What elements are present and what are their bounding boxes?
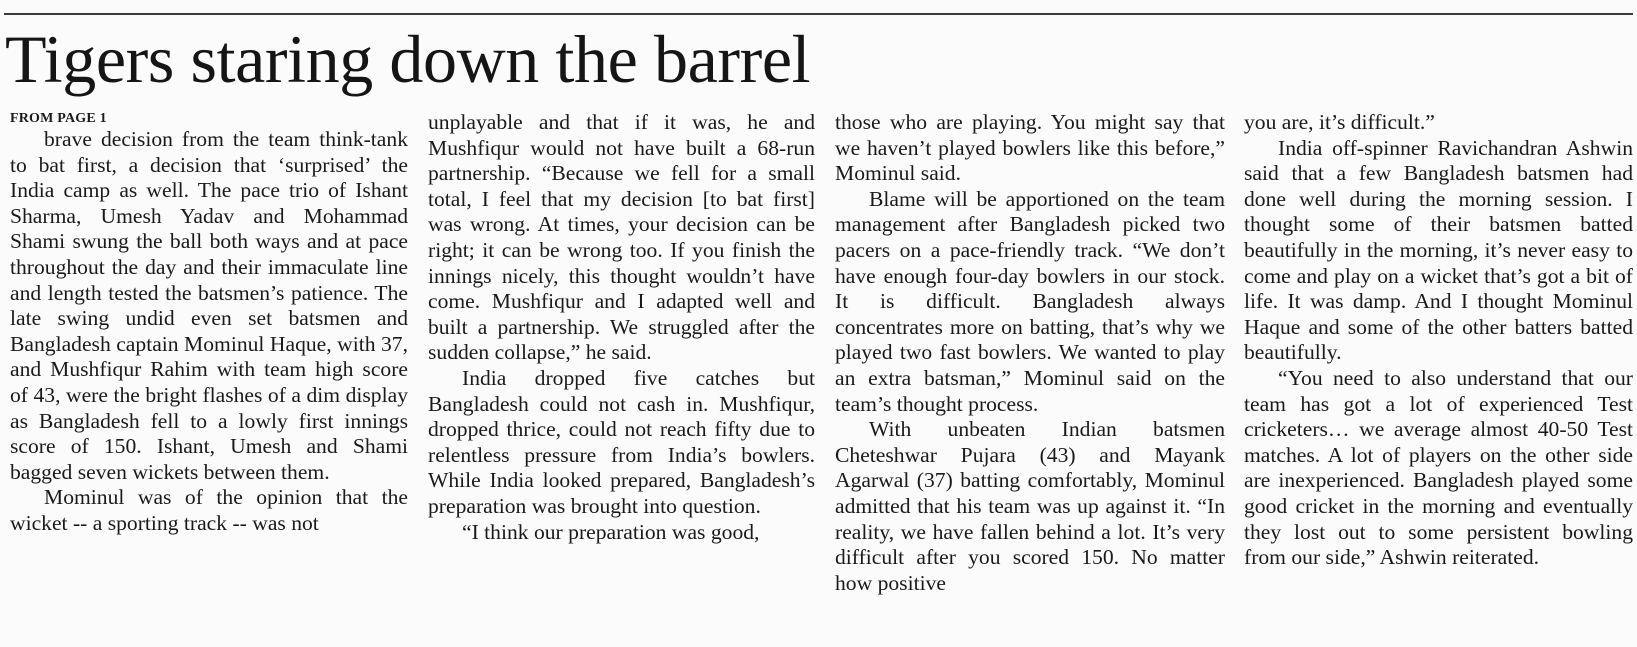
paragraph: India dropped five catches but Bangladesh could not cash in. Mushfiqur, dropped thrice, could not reach fifty due to relentless pressure from India’s bowlers. While India looked prepared, Bangladesh’s preparation was brought into question.	[428, 365, 815, 518]
article-column-4	[1244, 110, 1633, 642]
paragraph: Mominul was of the opinion that the wicket -- a sporting track -- was not	[10, 485, 408, 535]
paragraph: brave decision from the team think-tank to bat first, a decision that ‘surprised’ the India camp as well. The pace trio of Ishant Sharma, Umesh Yadav and Mohammad Shami swung the ball both ways and at pace throughout the day and their immaculate line and length tested the batsmen’s patience. The late swing undid even set batsmen and Bangladesh captain Mominul Haque, with 37, and Mushfiqur Rahim with team high score of 43, were the bright flashes of a dim display as Bangladesh fell to a lowly first innings score of 150. Ishant, Umesh and Shami bagged seven wickets between them.	[10, 127, 408, 484]
article-column-2	[428, 110, 815, 642]
paragraph: India off-spinner Ravichandran Ashwin said that a few Bangladesh batsmen had done well during the morning session. I thought some of their batsmen batted beautifully in the morning, it’s never easy to come and play on a wicket that’s got a bit of life. It was damp. And I thought Mominul Haque and some of the other batters batted beautifully.	[1244, 135, 1633, 365]
headline: Tigers staring down the barrel	[5, 21, 811, 97]
paragraph-continued: those who are playing. You might say that we haven’t played bowlers like this before,” Mominul said.	[835, 110, 1225, 186]
paragraph: “I think our preparation was good,	[462, 519, 760, 544]
article-column-1	[10, 110, 408, 642]
paragraph: Blame will be apportioned on the team management after Bangladesh picked two pacers on a pace-friendly track. “We don’t have enough four-day bowlers in our stock. It is difficult. Bangladesh always concentrates more on batting, that’s why we played two fast bowlers. We wanted to play an extra batsman,” Mominul said on the team’s thought process.	[835, 186, 1225, 416]
paragraph: With unbeaten Indian batsmen Cheteshwar Pujara (43) and Mayank Agarwal (37) batting comfortably, Mominul admitted that his team was up against it. “In reality, we have fallen behind a lot. It’s very difficult after you scored 150. No matter how positive	[835, 417, 1225, 595]
continuation-kicker: FROM PAGE 1	[10, 111, 107, 126]
paragraph-continued: you are, it’s difficult.”	[1244, 110, 1435, 134]
article-column-3	[835, 110, 1225, 642]
paragraph: “You need to also understand that our team has got a lot of experienced Test cricketers… we average almost 40-50 Test matches. A lot of players on the other side are inexperienced. Bangladesh played some good cricket in the morning and eventually they lost out to some persistent bowling from our side,” Ashwin reiterated.	[1244, 365, 1633, 570]
top-rule	[4, 13, 1633, 15]
paragraph-continued: unplayable and that if it was, he and Mushfiqur would not have built a 68-run partnership. “Because we fell for a small total, I feel that my decision [to bat first] was wrong. At times, your decision can be right; it can be wrong too. If you finish the innings nicely, this thought wouldn’t have come. Mushfiqur and I adapted well and built a partnership. We struggled after the sudden collapse,” he said.	[428, 110, 815, 365]
